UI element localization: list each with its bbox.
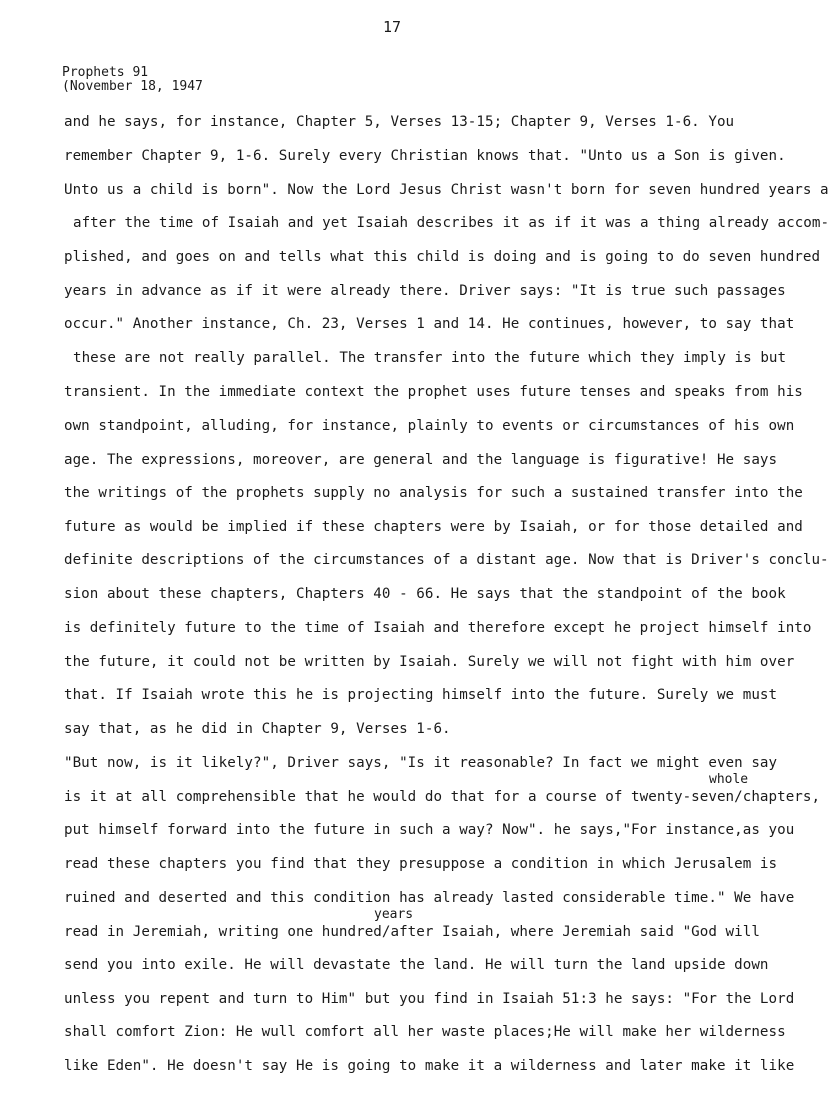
text-line: Unto us a child is born". Now the Lord Jesus Christ wasn't born for seven hundred years a xyxy=(64,182,829,198)
text-line: the writings of the prophets supply no analysis for such a sustained transfer into the xyxy=(64,485,803,501)
interlinear-insertion: whole xyxy=(709,772,749,787)
text-line: occur." Another instance, Ch. 23, Verses 1 and 14. He continues, however, to say that xyxy=(64,316,795,332)
text-line: is it at all comprehensible that he would do that for a course of twenty-seven/chapters, xyxy=(64,789,821,805)
text-line: is definitely future to the time of Isaiah and therefore except he project himself into xyxy=(64,620,812,636)
text-line: put himself forward into the future in such a way? Now". he says,"For instance,as you xyxy=(64,822,795,838)
text-line: that. If Isaiah wrote this he is projecting himself into the future. Surely we must xyxy=(64,687,778,703)
text-line: definite descriptions of the circumstances of a distant age. Now that is Driver's conclu- xyxy=(64,552,829,568)
text-line: age. The expressions, moreover, are general and the language is figurative! He says xyxy=(64,452,778,468)
text-line: send you into exile. He will devastate the land. He will turn the land upside down xyxy=(64,957,769,973)
header-series-title: Prophets 91 xyxy=(62,65,149,80)
text-line: read these chapters you find that they presuppose a condition in which Jerusalem is xyxy=(64,856,778,872)
text-line: shall comfort Zion: He wull comfort all her waste places;He will make her wilderness xyxy=(64,1024,786,1040)
text-line: after the time of Isaiah and yet Isaiah describes it as if it was a thing already accom- xyxy=(73,215,830,231)
header-date: (November 18, 1947 xyxy=(62,79,203,94)
text-line: these are not really parallel. The transfer into the future which they imply is but xyxy=(73,350,787,366)
interlinear-insertion: years xyxy=(374,907,414,922)
page-number: 17 xyxy=(383,18,402,36)
text-line: remember Chapter 9, 1-6. Surely every Christian knows that. "Unto us a Son is given. xyxy=(64,148,786,164)
text-line: sion about these chapters, Chapters 40 - 66. He says that the standpoint of the book xyxy=(64,586,786,602)
text-line: and he says, for instance, Chapter 5, Verses 13-15; Chapter 9, Verses 1-6. You xyxy=(64,114,735,130)
text-line: ruined and deserted and this condition has already lasted considerable time." We have xyxy=(64,890,795,906)
text-line: own standpoint, alluding, for instance, plainly to events or circumstances of his own xyxy=(64,418,795,434)
text-line: transient. In the immediate context the prophet uses future tenses and speaks from his xyxy=(64,384,803,400)
text-line: read in Jeremiah, writing one hundred/after Isaiah, where Jeremiah said "God will xyxy=(64,924,760,940)
text-line: unless you repent and turn to Him" but you find in Isaiah 51:3 he says: "For the Lord xyxy=(64,991,795,1007)
text-line: say that, as he did in Chapter 9, Verses 1-6. xyxy=(64,721,451,737)
text-line: "But now, is it likely?", Driver says, "Is it reasonable? In fact we might even say xyxy=(64,755,778,771)
text-line: plished, and goes on and tells what this child is doing and is going to do seven hundred xyxy=(64,249,821,265)
text-line: years in advance as if it were already there. Driver says: "It is true such passages xyxy=(64,283,786,299)
text-line: the future, it could not be written by Isaiah. Surely we will not fight with him over xyxy=(64,654,795,670)
text-line: future as would be implied if these chapters were by Isaiah, or for those detailed and xyxy=(64,519,803,535)
text-line: like Eden". He doesn't say He is going to make it a wilderness and later make it like xyxy=(64,1058,795,1074)
document-header xyxy=(62,66,203,94)
